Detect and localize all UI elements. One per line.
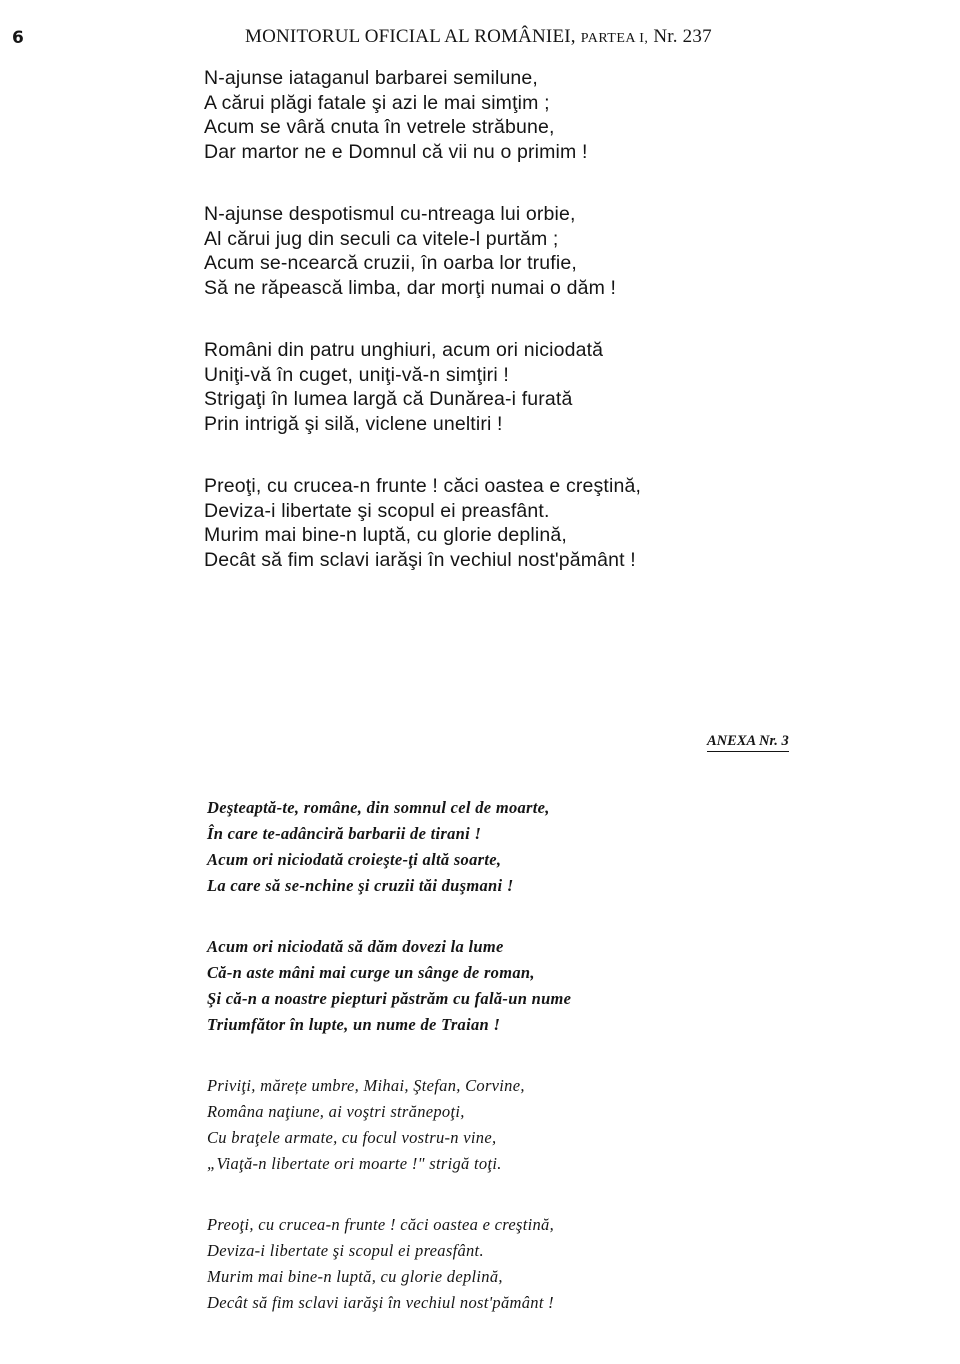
verse-line: Prin intrigă şi silă, viclene uneltiri ! bbox=[204, 412, 503, 435]
verse-line: Deviza-i libertate şi scopul ei preasfânt. bbox=[207, 1241, 484, 1260]
verse-line: Acum se vâră cnuta în vetrele străbune, bbox=[204, 116, 555, 138]
issue-number: Nr. 237 bbox=[653, 26, 712, 47]
verse-line: „Viaţă-n libertate ori moarte !" strigă toţi. bbox=[207, 1154, 502, 1173]
verse-line: Cu braţele armate, cu focul vostru-n vine, bbox=[207, 1128, 497, 1147]
verse-line: Decât să fim sclavi iarăşi în vechiul nost'pământ ! bbox=[207, 1293, 554, 1312]
stanza bbox=[207, 1073, 827, 1177]
stanza bbox=[204, 66, 804, 164]
verse-line: Murim mai bine-n luptă, cu glorie deplină, bbox=[207, 1267, 503, 1286]
verse-line: Priviţi, mărețe umbre, Mihai, Ştefan, Corvine, bbox=[207, 1076, 525, 1095]
verse-line: Deşteaptă-te, române, din somnul cel de moarte, bbox=[207, 798, 550, 817]
verse-line: N-ajunse despotismul cu-ntreaga lui orbie, bbox=[204, 203, 576, 225]
verse-line: Preoţi, cu crucea-n frunte ! căci oastea e creştină, bbox=[204, 475, 642, 497]
verse-line: Că-n aste mâni mai curge un sânge de roman, bbox=[207, 963, 535, 982]
verse-line: Să ne răpească limba, dar morţi numai o dăm ! bbox=[204, 276, 617, 299]
verse-line: Acum ori niciodată croieşte-ţi altă soarte, bbox=[207, 850, 502, 869]
verse-line: Deviza-i libertate şi scopul ei preasfânt. bbox=[204, 499, 550, 522]
publication-title: MONITORUL OFICIAL AL ROMÂNIEI, bbox=[245, 26, 576, 47]
verse-line: Româna naţiune, ai voştri strănepoţi, bbox=[207, 1102, 465, 1121]
verse-line: Uniţi-vă în cuget, uniţi-vă-n simţiri ! bbox=[204, 363, 509, 386]
running-title bbox=[245, 26, 712, 48]
verse-line: A cărui plăgi fatale şi azi le mai simţim ; bbox=[204, 91, 550, 114]
page-header bbox=[0, 22, 960, 52]
verse-line: În care te-adânciră barbarii de tirani ! bbox=[207, 824, 482, 843]
stanza bbox=[204, 338, 804, 436]
stanza bbox=[204, 474, 804, 572]
annex-label: ANEXA Nr. 3 bbox=[707, 733, 789, 752]
verse-line: Dar martor ne e Domnul că vii nu o primim ! bbox=[204, 140, 588, 163]
verse-line: Preoţi, cu crucea-n frunte ! căci oastea e creştină, bbox=[207, 1215, 555, 1234]
stanza bbox=[207, 934, 827, 1038]
verse-line: Al cărui jug din seculi ca vitele-l purtăm ; bbox=[204, 227, 559, 250]
verse-line: Triumfător în lupte, un nume de Traian ! bbox=[207, 1015, 501, 1034]
poem-part-one bbox=[204, 66, 804, 610]
verse-line: Şi că-n a noastre piepturi păstrăm cu fală-un nume bbox=[207, 989, 572, 1008]
verse-line: Acum se-ncearcă cruzii, în oarba lor trufie, bbox=[204, 252, 577, 274]
publication-part: PARTEA I, bbox=[580, 31, 649, 46]
verse-line: Acum ori niciodată să dăm dovezi la lume bbox=[207, 937, 504, 956]
verse-line: Murim mai bine-n luptă, cu glorie deplină, bbox=[204, 524, 567, 546]
stanza bbox=[207, 795, 827, 899]
verse-line: Strigaţi în lumea largă că Dunărea-i furată bbox=[204, 388, 573, 410]
verse-line: N-ajunse iataganul barbarei semilune, bbox=[204, 67, 538, 89]
poem-part-two bbox=[207, 795, 827, 1351]
verse-line: Decât să fim sclavi iarăşi în vechiul nost'pământ ! bbox=[204, 548, 636, 571]
stanza bbox=[207, 1212, 827, 1316]
stanza bbox=[204, 202, 804, 300]
verse-line: La care să se-nchine şi cruzii tăi duşmani ! bbox=[207, 876, 514, 895]
verse-line: Români din patru unghiuri, acum ori niciodată bbox=[204, 339, 604, 361]
page-number: 6 bbox=[12, 28, 24, 48]
